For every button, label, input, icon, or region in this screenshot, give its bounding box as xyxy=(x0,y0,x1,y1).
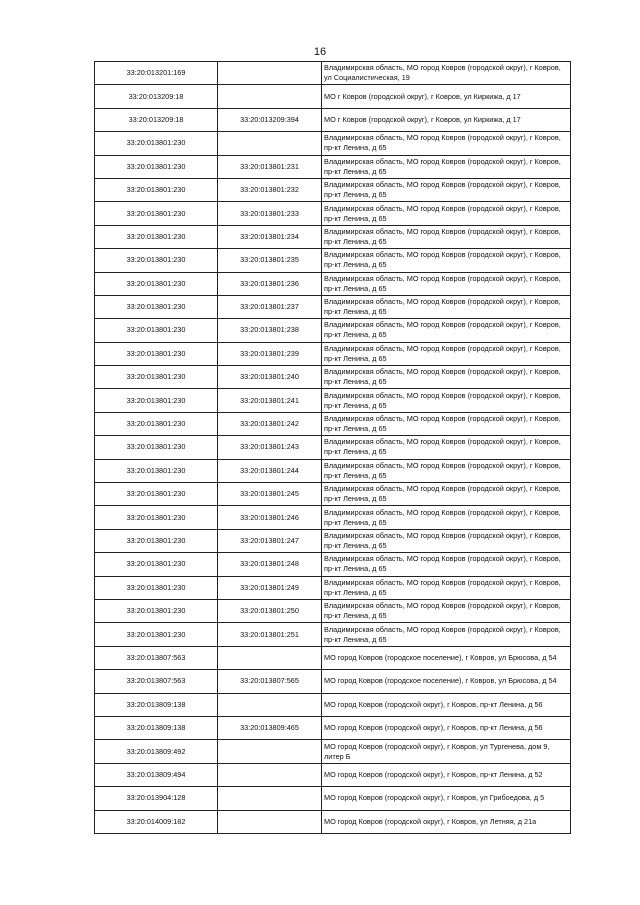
parcel-number-cell: 33:20:013801:230 xyxy=(95,132,218,155)
address-cell: Владимирская область, МО город Ковров (городской округ), г Ковров, пр-кт Ленина, д 65 xyxy=(322,412,571,435)
parcel-number-cell: 33:20:013801:230 xyxy=(95,202,218,225)
table-row xyxy=(95,62,571,85)
address-cell: Владимирская область, МО город Ковров (городской округ), г Ковров, пр-кт Ленина, д 65 xyxy=(322,576,571,599)
table-row xyxy=(95,202,571,225)
building-number-cell: 33:20:013801:248 xyxy=(218,553,322,576)
parcel-number-cell: 33:20:013809:138 xyxy=(95,716,218,739)
table-row xyxy=(95,599,571,622)
building-number-cell xyxy=(218,810,322,833)
building-number-cell: 33:20:013209:394 xyxy=(218,108,322,131)
parcel-number-cell: 33:20:013801:230 xyxy=(95,342,218,365)
table-row xyxy=(95,646,571,669)
building-number-cell: 33:20:013807:565 xyxy=(218,670,322,693)
parcel-number-cell: 33:20:013801:230 xyxy=(95,553,218,576)
table-row xyxy=(95,506,571,529)
table-row xyxy=(95,740,571,763)
address-cell: Владимирская область, МО город Ковров (городской округ), г Ковров, пр-кт Ленина, д 65 xyxy=(322,132,571,155)
table-row xyxy=(95,249,571,272)
address-cell: МО город Ковров (городской округ), г Ковров, ул Тургенева, дом 9, литер Б xyxy=(322,740,571,763)
building-number-cell: 33:20:013801:236 xyxy=(218,272,322,295)
table-row xyxy=(95,412,571,435)
parcel-number-cell: 33:20:014009:182 xyxy=(95,810,218,833)
address-cell: МО город Ковров (городской округ), г Ковров, пр-кт Ленина, д 52 xyxy=(322,763,571,786)
parcel-number-cell: 33:20:013801:230 xyxy=(95,249,218,272)
address-cell: Владимирская область, МО город Ковров (городской округ), г Ковров, пр-кт Ленина, д 65 xyxy=(322,506,571,529)
address-cell: Владимирская область, МО город Ковров (городской округ), г Ковров, пр-кт Ленина, д 65 xyxy=(322,178,571,201)
table-row xyxy=(95,436,571,459)
parcel-number-cell: 33:20:013801:230 xyxy=(95,155,218,178)
parcel-number-cell: 33:20:013801:230 xyxy=(95,319,218,342)
address-cell: Владимирская область, МО город Ковров (городской округ), г Ковров, пр-кт Ленина, д 65 xyxy=(322,389,571,412)
parcel-number-cell: 33:20:013807:563 xyxy=(95,646,218,669)
address-cell: Владимирская область, МО город Ковров (городской округ), г Ковров, пр-кт Ленина, д 65 xyxy=(322,272,571,295)
parcel-number-cell: 33:20:013801:230 xyxy=(95,576,218,599)
parcel-number-cell: 33:20:013801:230 xyxy=(95,599,218,622)
table-row xyxy=(95,693,571,716)
address-cell: Владимирская область, МО город Ковров (городской округ), г Ковров, пр-кт Ленина, д 65 xyxy=(322,483,571,506)
table-row xyxy=(95,810,571,833)
building-number-cell: 33:20:013801:242 xyxy=(218,412,322,435)
table-row xyxy=(95,483,571,506)
parcel-number-cell: 33:20:013801:230 xyxy=(95,389,218,412)
table-row xyxy=(95,389,571,412)
table-row xyxy=(95,529,571,552)
parcel-number-cell: 33:20:013801:230 xyxy=(95,529,218,552)
building-number-cell: 33:20:013801:251 xyxy=(218,623,322,646)
address-cell: МО город Ковров (городское поселение), г Ковров, ул Брюсова, д 54 xyxy=(322,646,571,669)
building-number-cell xyxy=(218,62,322,85)
building-number-cell xyxy=(218,740,322,763)
building-number-cell: 33:20:013801:241 xyxy=(218,389,322,412)
building-number-cell: 33:20:013801:235 xyxy=(218,249,322,272)
building-number-cell: 33:20:013801:244 xyxy=(218,459,322,482)
address-cell: МО г Ковров (городской округ), г Ковров, ул Киркижа, д 17 xyxy=(322,85,571,108)
building-number-cell: 33:20:013801:249 xyxy=(218,576,322,599)
address-cell: Владимирская область, МО город Ковров (городской округ), г Ковров, пр-кт Ленина, д 65 xyxy=(322,342,571,365)
building-number-cell xyxy=(218,132,322,155)
parcel-number-cell: 33:20:013801:230 xyxy=(95,623,218,646)
address-cell: Владимирская область, МО город Ковров (городской округ), г Ковров, пр-кт Ленина, д 65 xyxy=(322,155,571,178)
parcel-number-cell: 33:20:013807:563 xyxy=(95,670,218,693)
address-cell: Владимирская область, МО город Ковров (городской округ), г Ковров, пр-кт Ленина, д 65 xyxy=(322,623,571,646)
building-number-cell: 33:20:013801:247 xyxy=(218,529,322,552)
address-cell: Владимирская область, МО город Ковров (городской округ), г Ковров, пр-кт Ленина, д 65 xyxy=(322,295,571,318)
building-number-cell: 33:20:013801:232 xyxy=(218,178,322,201)
table-row xyxy=(95,272,571,295)
building-number-cell: 33:20:013801:234 xyxy=(218,225,322,248)
page-number: 16 xyxy=(313,46,327,58)
table-row xyxy=(95,225,571,248)
address-cell: Владимирская область, МО город Ковров (городской округ), г Ковров, пр-кт Ленина, д 65 xyxy=(322,599,571,622)
parcel-number-cell: 33:20:013809:492 xyxy=(95,740,218,763)
address-cell: Владимирская область, МО город Ковров (городской округ), г Ковров, пр-кт Ленина, д 65 xyxy=(322,249,571,272)
parcel-number-cell: 33:20:013201:169 xyxy=(95,62,218,85)
building-number-cell: 33:20:013801:231 xyxy=(218,155,322,178)
parcel-number-cell: 33:20:013801:230 xyxy=(95,412,218,435)
address-cell: Владимирская область, МО город Ковров (городской округ), г Ковров, пр-кт Ленина, д 65 xyxy=(322,459,571,482)
table-row xyxy=(95,366,571,389)
table-row xyxy=(95,576,571,599)
table-row xyxy=(95,787,571,810)
parcel-number-cell: 33:20:013801:230 xyxy=(95,295,218,318)
table-row xyxy=(95,459,571,482)
table-row xyxy=(95,670,571,693)
building-number-cell xyxy=(218,646,322,669)
address-cell: Владимирская область, МО город Ковров (городской округ), г Ковров, пр-кт Ленина, д 65 xyxy=(322,529,571,552)
table-row xyxy=(95,85,571,108)
address-cell: МО город Ковров (городской округ), г Ковров, ул Летняя, д 21а xyxy=(322,810,571,833)
table-row xyxy=(95,716,571,739)
building-number-cell: 33:20:013801:250 xyxy=(218,599,322,622)
building-number-cell xyxy=(218,787,322,810)
building-number-cell: 33:20:013801:239 xyxy=(218,342,322,365)
table-row xyxy=(95,155,571,178)
parcel-number-cell: 33:20:013801:230 xyxy=(95,459,218,482)
address-cell: Владимирская область, МО город Ковров (городской округ), г Ковров, пр-кт Ленина, д 65 xyxy=(322,225,571,248)
parcel-number-cell: 33:20:013801:230 xyxy=(95,272,218,295)
parcel-number-cell: 33:20:013809:494 xyxy=(95,763,218,786)
address-cell: Владимирская область, МО город Ковров (городской округ), г Ковров, ул Социалистическая, 19 xyxy=(322,62,571,85)
parcel-number-cell: 33:20:013801:230 xyxy=(95,436,218,459)
parcel-number-cell: 33:20:013209:18 xyxy=(95,108,218,131)
table-row xyxy=(95,319,571,342)
table-row xyxy=(95,132,571,155)
table-row xyxy=(95,295,571,318)
parcel-number-cell: 33:20:013801:230 xyxy=(95,483,218,506)
table-row xyxy=(95,623,571,646)
building-number-cell xyxy=(218,85,322,108)
registry-table-body xyxy=(95,62,571,834)
parcel-number-cell: 33:20:013801:230 xyxy=(95,506,218,529)
building-number-cell: 33:20:013801:238 xyxy=(218,319,322,342)
building-number-cell: 33:20:013809:465 xyxy=(218,716,322,739)
building-number-cell xyxy=(218,693,322,716)
building-number-cell: 33:20:013801:245 xyxy=(218,483,322,506)
parcel-number-cell: 33:20:013801:230 xyxy=(95,366,218,389)
building-number-cell: 33:20:013801:237 xyxy=(218,295,322,318)
address-cell: Владимирская область, МО город Ковров (городской округ), г Ковров, пр-кт Ленина, д 65 xyxy=(322,319,571,342)
building-number-cell: 33:20:013801:240 xyxy=(218,366,322,389)
building-number-cell: 33:20:013801:243 xyxy=(218,436,322,459)
table-row xyxy=(95,108,571,131)
address-cell: МО город Ковров (городской округ), г Ковров, ул Грибоедова, д 5 xyxy=(322,787,571,810)
building-number-cell xyxy=(218,763,322,786)
registry-table xyxy=(94,61,571,834)
building-number-cell: 33:20:013801:233 xyxy=(218,202,322,225)
parcel-number-cell: 33:20:013809:138 xyxy=(95,693,218,716)
address-cell: Владимирская область, МО город Ковров (городской округ), г Ковров, пр-кт Ленина, д 65 xyxy=(322,436,571,459)
address-cell: МО город Ковров (городское поселение), г Ковров, ул Брюсова, д 54 xyxy=(322,670,571,693)
parcel-number-cell: 33:20:013801:230 xyxy=(95,178,218,201)
building-number-cell: 33:20:013801:246 xyxy=(218,506,322,529)
address-cell: Владимирская область, МО город Ковров (городской округ), г Ковров, пр-кт Ленина, д 65 xyxy=(322,202,571,225)
parcel-number-cell: 33:20:013209:18 xyxy=(95,85,218,108)
address-cell: МО город Ковров (городской округ), г Ковров, пр-кт Ленина, д 56 xyxy=(322,693,571,716)
parcel-number-cell: 33:20:013801:230 xyxy=(95,225,218,248)
parcel-number-cell: 33:20:013904:128 xyxy=(95,787,218,810)
table-row xyxy=(95,763,571,786)
address-cell: Владимирская область, МО город Ковров (городской округ), г Ковров, пр-кт Ленина, д 65 xyxy=(322,366,571,389)
address-cell: МО город Ковров (городской округ), г Ковров, пр-кт Ленина, д 56 xyxy=(322,716,571,739)
address-cell: МО г Ковров (городской округ), г Ковров, ул Киркижа, д 17 xyxy=(322,108,571,131)
table-row xyxy=(95,342,571,365)
table-row xyxy=(95,553,571,576)
table-row xyxy=(95,178,571,201)
address-cell: Владимирская область, МО город Ковров (городской округ), г Ковров, пр-кт Ленина, д 65 xyxy=(322,553,571,576)
